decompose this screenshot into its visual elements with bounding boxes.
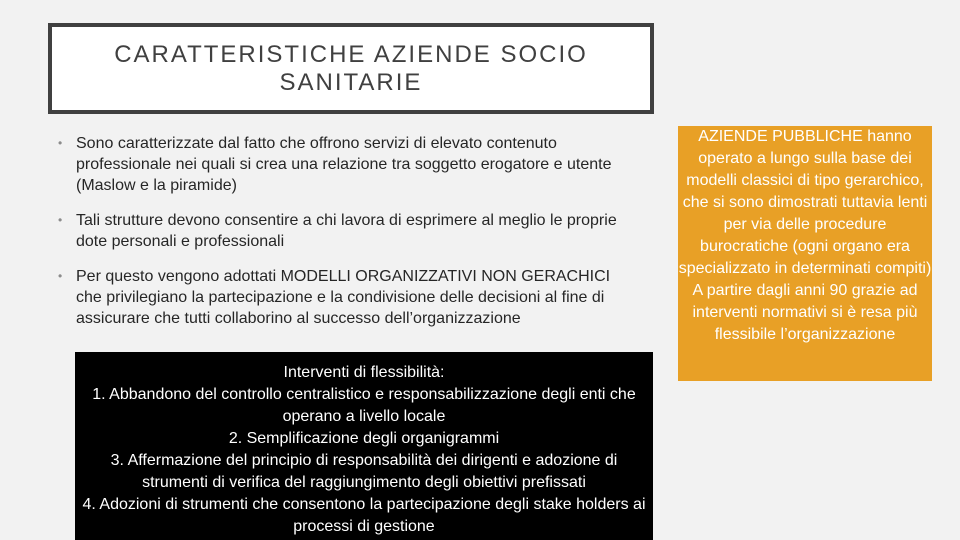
interventions-list [81, 384, 647, 538]
interventions-box [75, 352, 653, 540]
bullet-item [58, 266, 618, 329]
bullet-list [58, 133, 618, 343]
interventions-item: 3. Affermazione del principio di responsabilità dei dirigenti e adozione di strumenti di verifica del raggiungimento degli obiettivi prefissati [110, 452, 618, 491]
bullet-text: Tali strutture devono consentire a chi lavora di esprimere al meglio le proprie dote personali e professionali [76, 212, 617, 250]
bullet-dot-icon: • [58, 213, 63, 227]
bullet-item [58, 210, 618, 252]
bullet-dot-icon: • [58, 269, 63, 283]
interventions-item: 4. Adozioni di strumenti che consentono la partecipazione degli stake holders ai processi di gestione [82, 496, 646, 535]
page-title: CARATTERISTICHE AZIENDE SOCIO SANITARIE [114, 40, 588, 96]
interventions-heading: Interventi di flessibilità: [283, 364, 445, 381]
bullet-dot-icon: • [58, 136, 63, 150]
public-companies-box [678, 126, 932, 381]
interventions-item: 2. Semplificazione degli organigrammi [228, 430, 500, 447]
bullet-item [58, 133, 618, 196]
title-box [48, 23, 654, 114]
interventions-item: 1. Abbandono del controllo centralistico e responsabilizzazione degli enti che operano a livello locale [92, 386, 636, 425]
bullet-text: Sono caratterizzate dal fatto che offrono servizi di elevato contenuto professionale nei quali si crea una relazione tra soggetto erogatore e utente (Maslow e la piramide) [76, 135, 612, 194]
bullet-text: Per questo vengono adottati MODELLI ORGANIZZATIVI NON GERACHICI che privilegiano la partecipazione e la condivisione delle decisioni al fine di assicurare che tutti collaborino al successo dell’organizzazione [76, 268, 611, 327]
public-companies-paragraph: A partire dagli anni 90 grazie ad interventi normativi si è resa più flessibile l’organizzazione [692, 282, 918, 343]
public-companies-paragraph: AZIENDE PUBBLICHE hanno operato a lungo sulla base dei modelli classici di tipo gerarchico, che si sono dimostrati tuttavia lenti per via delle procedure burocratiche (ogni organo era specializzato in determinati compiti) [678, 128, 932, 277]
